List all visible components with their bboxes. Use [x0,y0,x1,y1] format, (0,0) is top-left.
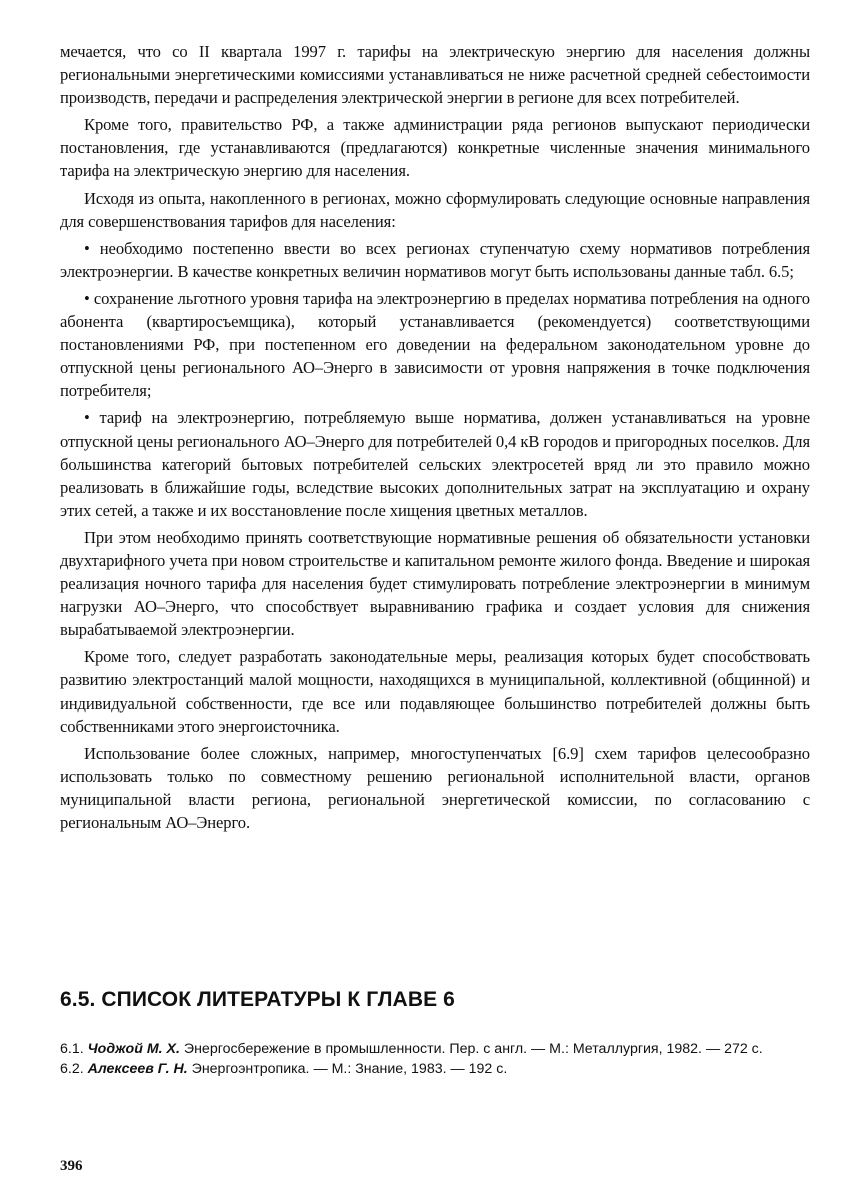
reference-list [60,1040,810,1079]
paragraph: Кроме того, правительство РФ, а также администрации ряда регионов выпускают периодически постановления, где устанавливаются (предлагаются) конкретные численные значения минимального тарифа на электрическую энергию для населения. [60,115,810,181]
bullet-item: • тариф на электроэнергию, потребляемую выше норматива, должен устанавливаться на уровне отпускной цены регионального АО–Энерго для потребителей 0,4 кВ городов и пригородных поселков. Для большинства категорий бытовых потребителей сельских электросетей вряд ли это правило можно реализовать в ближайшие годы, вследствие высоких дополнительных затрат на эксплуатацию и охрану этих сетей, а также и их восстановление после хищения цветных металлов. [60,408,810,520]
reference-item [60,1040,810,1060]
paragraph: При этом необходимо принять соответствующие нормативные решения об обязательности установки двухтарифного учета при новом строительстве и капитальном ремонте жилого фонда. Введение и широкая реализация ночного тарифа для населения будет стимулировать потребление электроэнергии в минимум нагрузки АО–Энерго, что способствует выравниванию графика и создает условия для снижения вырабатываемой электроэнергии. [60,527,810,640]
bullet-item: • сохранение льготного уровня тарифа на электроэнергию в пределах норматива потребления на одного абонента (квартиросъемщика), который устанавливается (рекомендуется) соответствующими постановлениями РФ, при постепенном его доведении на федеральном законодательном уровне до отпускной цены регионального АО–Энерго в зависимости от уровня напряжения в точке подключения потребителя; [60,288,810,401]
reference-number: 6.2. [60,1060,84,1077]
paragraph: Кроме того, следует разработать законодательные меры, реализация которых будет способствовать развитию электростанций малой мощности, находящихся в муниципальной, коллективной (общинной) и индивидуальной собственности, где все или подавляющее большинство потребителей должны быть собственниками этого энергоисточника. [60,647,810,736]
page-number: 396 [60,1158,83,1174]
reference-item [60,1060,810,1080]
reference-author: Чоджой М. Х. [87,1041,180,1057]
section-heading: 6.5. СПИСОК ЛИТЕРАТУРЫ К ГЛАВЕ 6 [60,988,455,1011]
reference-text: Энергоэнтропика. — М.: Знание, 1983. — 192 с. [191,1060,508,1077]
reference-author: Алексеев Г. Н. [87,1060,188,1077]
bullet-item: • необходимо постепенно ввести во всех регионах ступенчатую схему нормативов потребления электроэнергии. В качестве конкретных величин нормативов могут быть использованы данные табл. 6.5; [60,238,810,281]
paragraph-continuation: мечается, что со II квартала 1997 г. тарифы на электрическую энергию для населения должны региональными энергетическими комиссиями устанавливаться не ниже расчетной средней себестоимости производств, передачи и распределения электрической энергии в регионе для всех потребителей. [60,42,810,108]
body-text [60,40,810,834]
reference-text: Энергосбережение в промышленности. Пер. с англ. — М.: Металлургия, 1982. — 272 с. [183,1041,763,1057]
reference-number: 6.1. [60,1041,84,1057]
paragraph: Исходя из опыта, накопленного в регионах, можно сформулировать следующие основные направления для совершенствования тарифов для населения: [60,188,810,231]
paragraph: Использование более сложных, например, многоступенчатых [6.9] схем тарифов целесообразно использовать только по совместному решению региональной исполнительной власти, органов муниципальной власти региона, региональной энергетической комиссии, по согласованию с региональным АО–Энерго. [60,743,810,832]
